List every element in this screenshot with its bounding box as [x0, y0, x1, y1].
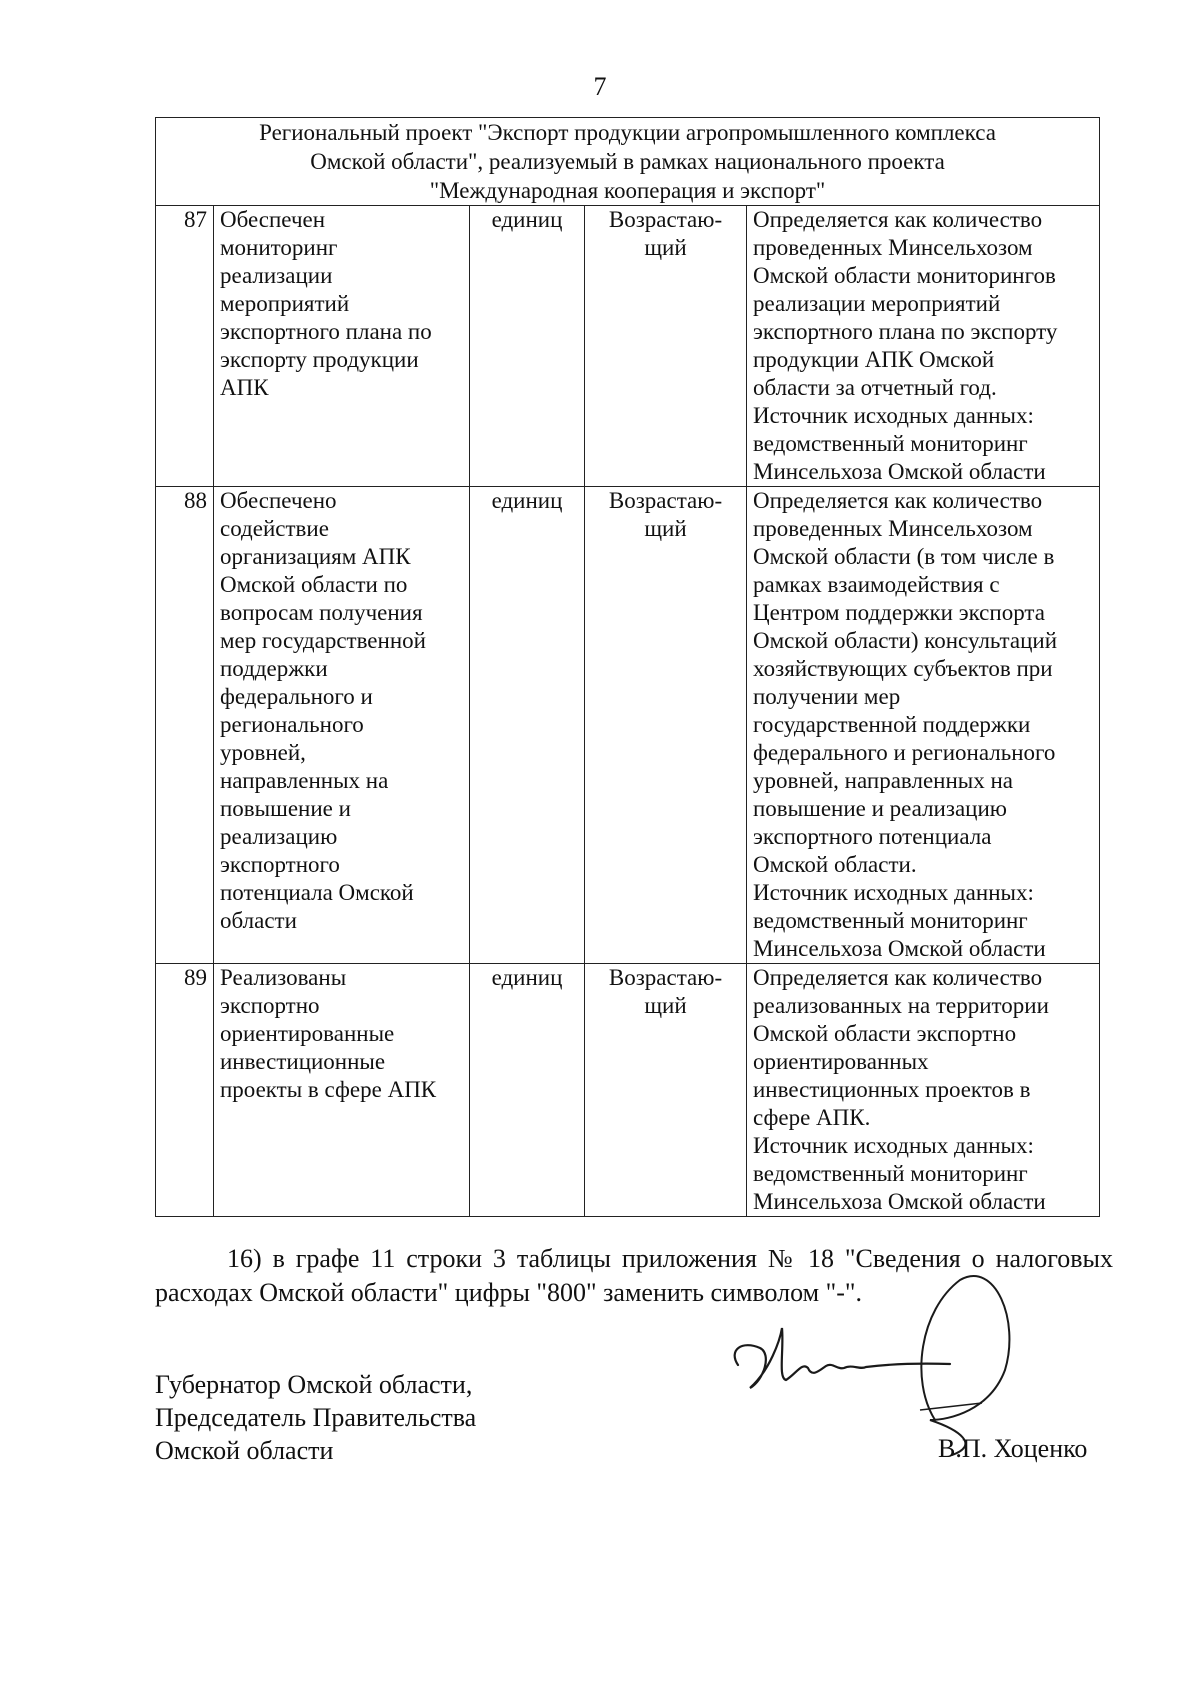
method-cell: Определяется как количество проведенных Минсельхозом Омской области (в том числе в рамках взаимодействия с Центром поддержки экспорта Омской области) консультаций хозяйствующих субъектов при получении мер государственной поддержки федерального и регионального уровней, направленных на повышение и реализацию экспортного потенциала Омской области. Источник исходных данных: ведомственный мониторинг Минсельхоза Омской области: [747, 487, 1100, 964]
indicator-name: Реализованы экспортно ориентированные инвестиционные проекты в сфере АПК: [214, 964, 470, 1217]
row-number: 88: [156, 487, 214, 964]
direction-cell: Возрастаю- щий: [585, 964, 747, 1217]
amendment-paragraph: 16) в графе 11 строки 3 таблицы приложения № 18 "Сведения о налоговых расходах Омской области" цифры "800" заменить символом "-".: [155, 1244, 1113, 1307]
unit-cell: единиц: [470, 487, 585, 964]
direction-cell: Возрастаю- щий: [585, 206, 747, 487]
indicator-name: Обеспечен мониторинг реализации мероприятий экспортного плана по экспорту продукции АПК: [214, 206, 470, 487]
table-header-row: [156, 118, 1100, 206]
method-cell: Определяется как количество проведенных Минсельхозом Омской области мониторингов реализации мероприятий экспортного плана по экспорту продукции АПК Омской области за отчетный год. Источник исходных данных: ведомственный мониторинг Минсельхоза Омской области: [747, 206, 1100, 487]
method-cell: Определяется как количество реализованных на территории Омской области экспортно ориентированных инвестиционных проектов в сфере АПК. Источник исходных данных: ведомственный мониторинг Минсельхоза Омской области: [747, 964, 1100, 1217]
row-number: 87: [156, 206, 214, 487]
indicator-name: Обеспечено содействие организациям АПК Омской области по вопросам получения мер государственной поддержки федерального и регионального уровней, направленных на повышение и реализацию экспортного потенциала Омской области: [214, 487, 470, 964]
row-number: 89: [156, 964, 214, 1217]
indicators-table: [155, 117, 1100, 1217]
signatory-title: Губернатор Омской области, Председатель Правительства Омской области: [155, 1370, 477, 1465]
signer-name: В.П. Хоценко: [938, 1434, 1088, 1463]
regional-project-title: Региональный проект "Экспорт продукции агропромышленного комплекса Омской области", реализуемый в рамках национального проекта "Международная кооперация и экспорт": [156, 118, 1100, 206]
table-row: [156, 206, 1100, 487]
direction-cell: Возрастаю- щий: [585, 487, 747, 964]
table-row: [156, 964, 1100, 1217]
unit-cell: единиц: [470, 964, 585, 1217]
table-row: [156, 487, 1100, 964]
unit-cell: единиц: [470, 206, 585, 487]
page-number: 7: [593, 72, 607, 101]
